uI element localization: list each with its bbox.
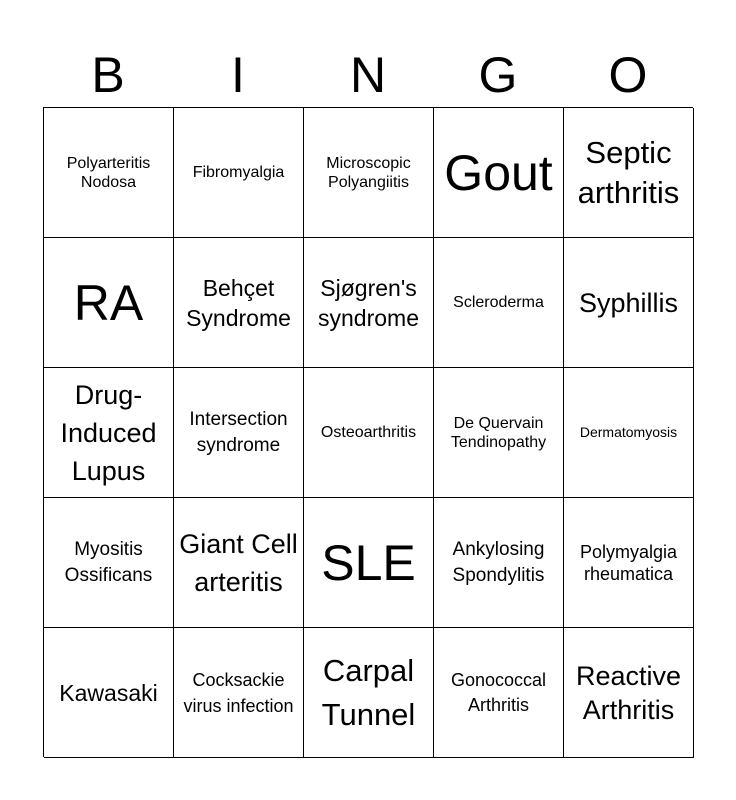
cell-text: Gout	[444, 144, 553, 201]
cell-text: Reactive Arthritis	[575, 660, 682, 725]
cell-text: Scleroderma	[453, 294, 544, 311]
cell-text: Fibromyalgia	[192, 164, 285, 181]
bingo-cell[interactable]	[174, 628, 304, 758]
cell-text: Polymyalgia rheumatica	[579, 541, 678, 584]
bingo-cell[interactable]	[44, 628, 174, 758]
bingo-header	[43, 44, 693, 106]
bingo-cell[interactable]	[174, 238, 304, 368]
header-letter-o: O	[608, 47, 648, 103]
bingo-cell[interactable]	[304, 368, 434, 498]
bingo-cell[interactable]	[174, 498, 304, 628]
cell-text: Myositis Ossificans	[64, 538, 153, 586]
header-letter-n: N	[349, 47, 387, 103]
header-letter-i: I	[231, 47, 245, 103]
bingo-cell[interactable]	[304, 238, 434, 368]
cell-text: Kawasaki	[59, 679, 158, 706]
bingo-cell[interactable]	[564, 368, 694, 498]
cell-text: Cocksackie virus infection	[183, 669, 294, 716]
cell-text: Gonococcal Arthritis	[450, 669, 547, 715]
bingo-cell[interactable]	[174, 108, 304, 238]
bingo-cell[interactable]	[304, 498, 434, 628]
cell-text: Septic arthritis	[577, 134, 680, 210]
cell-text: Microscopic Polyangiitis	[326, 154, 411, 191]
cell-text: Ankylosing Spondylitis	[452, 538, 545, 586]
bingo-cell[interactable]	[44, 498, 174, 628]
bingo-cell[interactable]	[434, 628, 564, 758]
header-letter-g: G	[478, 47, 518, 103]
cell-text: Syphillis	[578, 287, 679, 318]
bingo-cell[interactable]	[434, 498, 564, 628]
bingo-grid	[43, 107, 693, 757]
cell-text: Dermatomyosis	[579, 424, 678, 440]
bingo-cell[interactable]	[434, 238, 564, 368]
bingo-cell[interactable]	[434, 108, 564, 238]
header-letter-b: B	[91, 47, 125, 103]
cell-text: Osteoarthritis	[320, 424, 417, 441]
cell-text: Behçet Syndrome	[186, 274, 291, 331]
bingo-cell[interactable]	[44, 238, 174, 368]
bingo-cell[interactable]	[564, 108, 694, 238]
cell-text: Polyarteritis Nodosa	[66, 154, 151, 191]
bingo-cell[interactable]	[174, 368, 304, 498]
cell-text: Carpal Tunnel	[321, 652, 416, 732]
bingo-cell[interactable]	[564, 498, 694, 628]
bingo-cell[interactable]	[434, 368, 564, 498]
bingo-cell[interactable]	[304, 628, 434, 758]
bingo-cell[interactable]	[564, 238, 694, 368]
cell-text: Sjøgren's syndrome	[318, 274, 419, 331]
bingo-cell[interactable]	[564, 628, 694, 758]
cell-text: RA	[73, 274, 144, 331]
cell-text: De Quervain Tendinopathy	[450, 414, 547, 451]
bingo-cell[interactable]	[304, 108, 434, 238]
cell-text: Intersection syndrome	[189, 408, 288, 456]
cell-text: Drug-Induced Lupus	[60, 379, 157, 486]
bingo-cell[interactable]	[44, 368, 174, 498]
cell-text: Giant Cell arteritis	[179, 528, 298, 597]
bingo-cell[interactable]	[44, 108, 174, 238]
cell-text: SLE	[321, 534, 416, 591]
